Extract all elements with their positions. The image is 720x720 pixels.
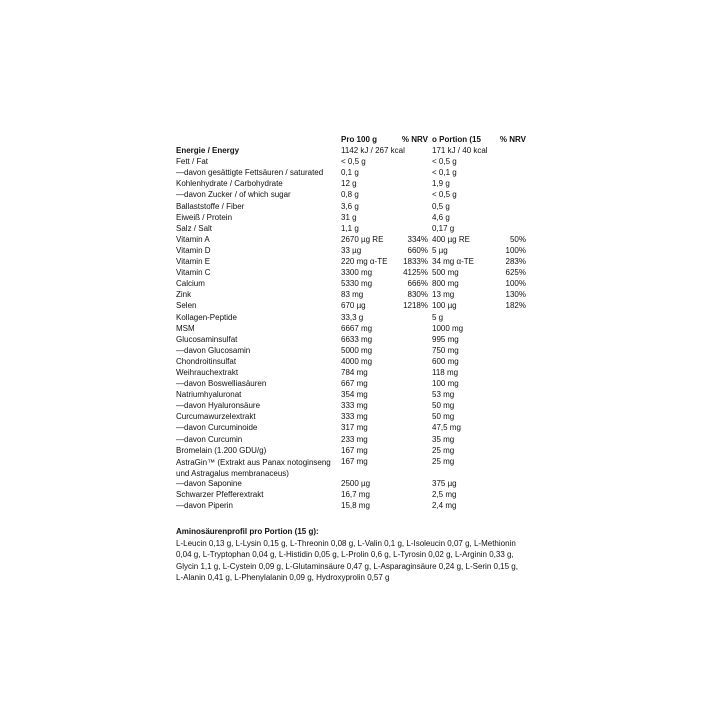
nrv-per100: 334%: [407, 234, 428, 244]
table-header-row: [176, 135, 526, 146]
nrv-per100: [396, 357, 428, 368]
value-portion: 995 mg: [432, 334, 459, 344]
nrv-per100: [396, 346, 428, 357]
nutrient-name: Bromelain (1.200 GDU/g): [176, 445, 267, 455]
nrv-portion: 100%: [505, 245, 526, 255]
table-row: [176, 179, 526, 190]
value-portion: 0,5 g: [432, 201, 450, 211]
value-per100: 1,1 g: [341, 223, 359, 233]
nutrient-name: —davon Boswelliasäuren: [176, 379, 267, 389]
nutrient-name: Vitamin D: [176, 245, 211, 255]
header-nrv-1: % NRV: [401, 135, 428, 144]
value-per100: 220 mg α-TE: [341, 257, 388, 267]
value-per100: 2670 µg RE: [341, 234, 384, 244]
table-row: [176, 324, 526, 335]
table-row: [176, 435, 526, 446]
value-per100: 667 mg: [341, 379, 368, 389]
value-per100: < 0,5 g: [341, 157, 366, 167]
value-per100: 167 mg: [341, 456, 368, 466]
value-portion: 25 mg: [432, 456, 455, 466]
value-portion: 50 mg: [432, 401, 455, 411]
nrv-per100: [396, 324, 428, 335]
nutrient-name: Energie / Energy: [176, 146, 240, 156]
value-portion: 4,6 g: [432, 212, 450, 222]
amino-acid-profile: [176, 526, 526, 584]
table-row: [176, 146, 526, 157]
nutrient-name: —davon Zucker / of which sugar: [176, 190, 291, 200]
value-portion: < 0,5 g: [432, 190, 457, 200]
nutrition-table: [176, 135, 526, 512]
table-row: [176, 479, 526, 490]
value-per100: 0,8 g: [341, 190, 359, 200]
nutrient-name: Eiweiß / Protein: [176, 212, 233, 222]
value-per100: 5000 mg: [341, 345, 373, 355]
amino-text: L-Leucin 0,13 g, L-Lysin 0,15 g, L-Threonin 0,08 g, L-Valin 0,1 g, L-Isoleucin 0,07 g, L-Methionin 0,04 g, L-Tryptophan 0,04 g, L-Histidin 0,05 g, L-Prolin 0,6 g, L-Tyrosin 0,02 g, L-Arginin 0,33 g, Glycin 1,1 g, L-Cystein 0,09 g, L-Glutaminsäure 0,47 g, L-Asparaginsäure 0,24 g, L-Serin 0,15 g, L-Alanin 0,41 g, L-Phenylalanin 0,09 g, Hydroxyprolin 0,57 g: [176, 538, 518, 582]
amino-title: Aminosäurenprofil pro Portion (15 g):: [176, 527, 319, 536]
value-per100: 333 mg: [341, 412, 368, 422]
value-per100: 4000 mg: [341, 356, 373, 366]
nrv-portion: 100%: [505, 279, 526, 289]
nutrient-name: Calcium: [176, 279, 205, 289]
value-per100: 233 mg: [341, 434, 368, 444]
nutrient-name: Ballaststoffe / Fiber: [176, 201, 245, 211]
value-per100: 784 mg: [341, 367, 368, 377]
nrv-per100: [396, 435, 428, 446]
table-row: [176, 257, 526, 268]
nutrition-rows: [176, 146, 526, 512]
nutrient-name: Kohlenhydrate / Carbohydrate: [176, 179, 283, 189]
value-portion: 5 g: [432, 312, 444, 322]
nrv-per100: [396, 179, 428, 190]
nrv-portion: [487, 457, 526, 479]
header-per100: Pro 100 g: [341, 135, 378, 144]
value-per100: 31 g: [341, 212, 357, 222]
nrv-portion: [487, 190, 526, 201]
value-portion: 53 mg: [432, 390, 455, 400]
nrv-portion: [487, 501, 526, 512]
table-row: [176, 390, 526, 401]
nrv-per100: [396, 423, 428, 434]
nrv-per100: [396, 479, 428, 490]
table-row: [176, 379, 526, 390]
table-row: [176, 490, 526, 501]
nutrient-name: AstraGin™ (Extrakt aus Panax notoginseng und Astragalus membranaceus): [176, 457, 331, 478]
nrv-portion: [487, 179, 526, 190]
nrv-per100: [396, 401, 428, 412]
nrv-per100: [396, 335, 428, 346]
value-portion: 400 µg RE: [432, 234, 470, 244]
value-per100: 2500 µg: [341, 478, 371, 488]
nrv-per100: [396, 202, 428, 213]
value-portion: 0,17 g: [432, 223, 455, 233]
nrv-portion: [487, 412, 526, 423]
value-portion: 5 µg: [432, 245, 448, 255]
value-per100: 15,8 mg: [341, 500, 370, 510]
nrv-portion: [487, 368, 526, 379]
value-per100: 12 g: [341, 179, 357, 189]
table-row: [176, 412, 526, 423]
nrv-portion: 50%: [509, 234, 526, 244]
value-per100: 0,1 g: [341, 168, 359, 178]
nutrient-name: —davon Curcuminoide: [176, 423, 258, 433]
nrv-per100: [396, 412, 428, 423]
value-per100: 6633 mg: [341, 334, 373, 344]
value-per100: 5330 mg: [341, 279, 373, 289]
nutrition-document: [176, 135, 526, 584]
table-row: [176, 190, 526, 201]
table-row: [176, 268, 526, 279]
value-portion: 1,9 g: [432, 179, 450, 189]
nutrient-name: MSM: [176, 323, 195, 333]
nrv-per100: [396, 157, 428, 168]
nutrient-name: Fett / Fat: [176, 157, 209, 167]
nutrient-name: Vitamin E: [176, 257, 211, 267]
value-portion: 2,4 mg: [432, 500, 457, 510]
nutrient-name: —davon Hyaluronsäure: [176, 401, 261, 411]
value-portion: 47,5 mg: [432, 423, 461, 433]
value-portion: 100 mg: [432, 379, 459, 389]
value-per100: 670 µg: [341, 301, 366, 311]
nrv-per100: [396, 313, 428, 324]
nrv-portion: [487, 490, 526, 501]
table-row: [176, 357, 526, 368]
nutrient-name: —davon Piperin: [176, 500, 233, 510]
nrv-portion: [487, 146, 526, 157]
value-per100: 167 mg: [341, 445, 368, 455]
nrv-portion: [487, 157, 526, 168]
nrv-per100: [396, 368, 428, 379]
table-row: [176, 246, 526, 257]
nrv-per100: 666%: [407, 279, 428, 289]
nutrient-name: —davon Glucosamin: [176, 345, 251, 355]
nrv-per100: 4125%: [403, 268, 428, 278]
value-per100: 83 mg: [341, 290, 364, 300]
header-portion: o Portion (15: [432, 135, 481, 144]
nutrient-name: Chondroitinsulfat: [176, 356, 237, 366]
value-per100: 33 µg: [341, 245, 362, 255]
nrv-portion: [487, 213, 526, 224]
nrv-portion: [487, 479, 526, 490]
value-portion: 500 mg: [432, 268, 459, 278]
nutrient-name: Vitamin C: [176, 268, 211, 278]
nrv-portion: [487, 313, 526, 324]
value-portion: 750 mg: [432, 345, 459, 355]
table-row: [176, 301, 526, 312]
nrv-portion: [487, 168, 526, 179]
table-row: [176, 457, 526, 479]
nrv-per100: [396, 379, 428, 390]
nutrient-name: Curcumawurzelextrakt: [176, 412, 256, 422]
nrv-portion: [487, 357, 526, 368]
nrv-portion: [487, 346, 526, 357]
nutrient-name: Natriumhyaluronat: [176, 390, 242, 400]
nutrient-name: Salz / Salt: [176, 223, 213, 233]
nrv-per100: [396, 224, 428, 235]
table-row: [176, 213, 526, 224]
value-per100: 333 mg: [341, 401, 368, 411]
table-row: [176, 313, 526, 324]
nrv-portion: [487, 379, 526, 390]
nrv-portion: [487, 401, 526, 412]
value-portion: 2,5 mg: [432, 489, 457, 499]
nrv-per100: 1218%: [403, 301, 428, 311]
table-row: [176, 279, 526, 290]
nrv-per100: [396, 190, 428, 201]
nrv-portion: [487, 224, 526, 235]
nrv-per100: [396, 501, 428, 512]
nutrient-name: Selen: [176, 301, 197, 311]
table-row: [176, 335, 526, 346]
nutrient-name: —davon Saponine: [176, 478, 242, 488]
nrv-per100: 1833%: [403, 257, 428, 267]
nrv-per100: [396, 213, 428, 224]
value-portion: 13 mg: [432, 290, 455, 300]
nrv-per100: [396, 168, 428, 179]
nrv-portion: [487, 335, 526, 346]
table-row: [176, 202, 526, 213]
nrv-portion: 625%: [505, 268, 526, 278]
value-per100: 354 mg: [341, 390, 368, 400]
nrv-portion: 283%: [505, 257, 526, 267]
table-row: [176, 401, 526, 412]
nutrient-name: —davon Curcumin: [176, 434, 243, 444]
value-per100: 317 mg: [341, 423, 368, 433]
nrv-per100: [396, 490, 428, 501]
value-per100: 33,3 g: [341, 312, 364, 322]
nutrient-name: —davon gesättigte Fettsäuren / saturated: [176, 168, 324, 178]
value-portion: 50 mg: [432, 412, 455, 422]
value-portion: 25 mg: [432, 445, 455, 455]
value-portion: 34 mg α-TE: [432, 257, 474, 267]
nrv-portion: [487, 435, 526, 446]
table-row: [176, 224, 526, 235]
nrv-portion: 130%: [505, 290, 526, 300]
table-row: [176, 501, 526, 512]
table-row: [176, 368, 526, 379]
value-portion: 171 kJ / 40 kcal: [432, 146, 488, 156]
value-portion: 800 mg: [432, 279, 459, 289]
nutrient-name: Glucosaminsulfat: [176, 334, 238, 344]
value-per100: 3300 mg: [341, 268, 373, 278]
value-per100: 3,6 g: [341, 201, 359, 211]
nutrient-name: Zink: [176, 290, 192, 300]
nrv-portion: [487, 202, 526, 213]
nrv-per100: 660%: [407, 245, 428, 255]
nrv-portion: [487, 390, 526, 401]
header-nrv-2: % NRV: [499, 135, 526, 144]
table-row: [176, 168, 526, 179]
nrv-per100: 830%: [407, 290, 428, 300]
nrv-portion: [487, 423, 526, 434]
table-row: [176, 157, 526, 168]
nutrient-name: Weihrauchextrakt: [176, 367, 239, 377]
nrv-portion: 182%: [505, 301, 526, 311]
value-portion: 35 mg: [432, 434, 455, 444]
value-portion: < 0,1 g: [432, 168, 457, 178]
value-portion: 118 mg: [432, 367, 459, 377]
value-per100: 16,7 mg: [341, 489, 370, 499]
table-row: [176, 423, 526, 434]
table-row: [176, 446, 526, 457]
value-portion: 375 µg: [432, 478, 457, 488]
value-portion: 600 mg: [432, 356, 459, 366]
nrv-per100: [396, 390, 428, 401]
nutrient-name: Kollagen-Peptide: [176, 312, 237, 322]
value-portion: 1000 mg: [432, 323, 464, 333]
nrv-portion: [487, 446, 526, 457]
nutrient-name: Vitamin A: [176, 234, 210, 244]
table-row: [176, 235, 526, 246]
table-row: [176, 290, 526, 301]
nrv-per100: [396, 446, 428, 457]
value-portion: < 0,5 g: [432, 157, 457, 167]
table-row: [176, 346, 526, 357]
value-per100: 6667 mg: [341, 323, 373, 333]
header-name-cell: [176, 135, 341, 146]
value-portion: 100 µg: [432, 301, 457, 311]
nrv-portion: [487, 324, 526, 335]
nrv-per100: [396, 457, 428, 479]
nutrient-name: Schwarzer Pfefferextrakt: [176, 489, 264, 499]
value-per100: 1142 kJ / 267 kcal: [341, 146, 405, 156]
